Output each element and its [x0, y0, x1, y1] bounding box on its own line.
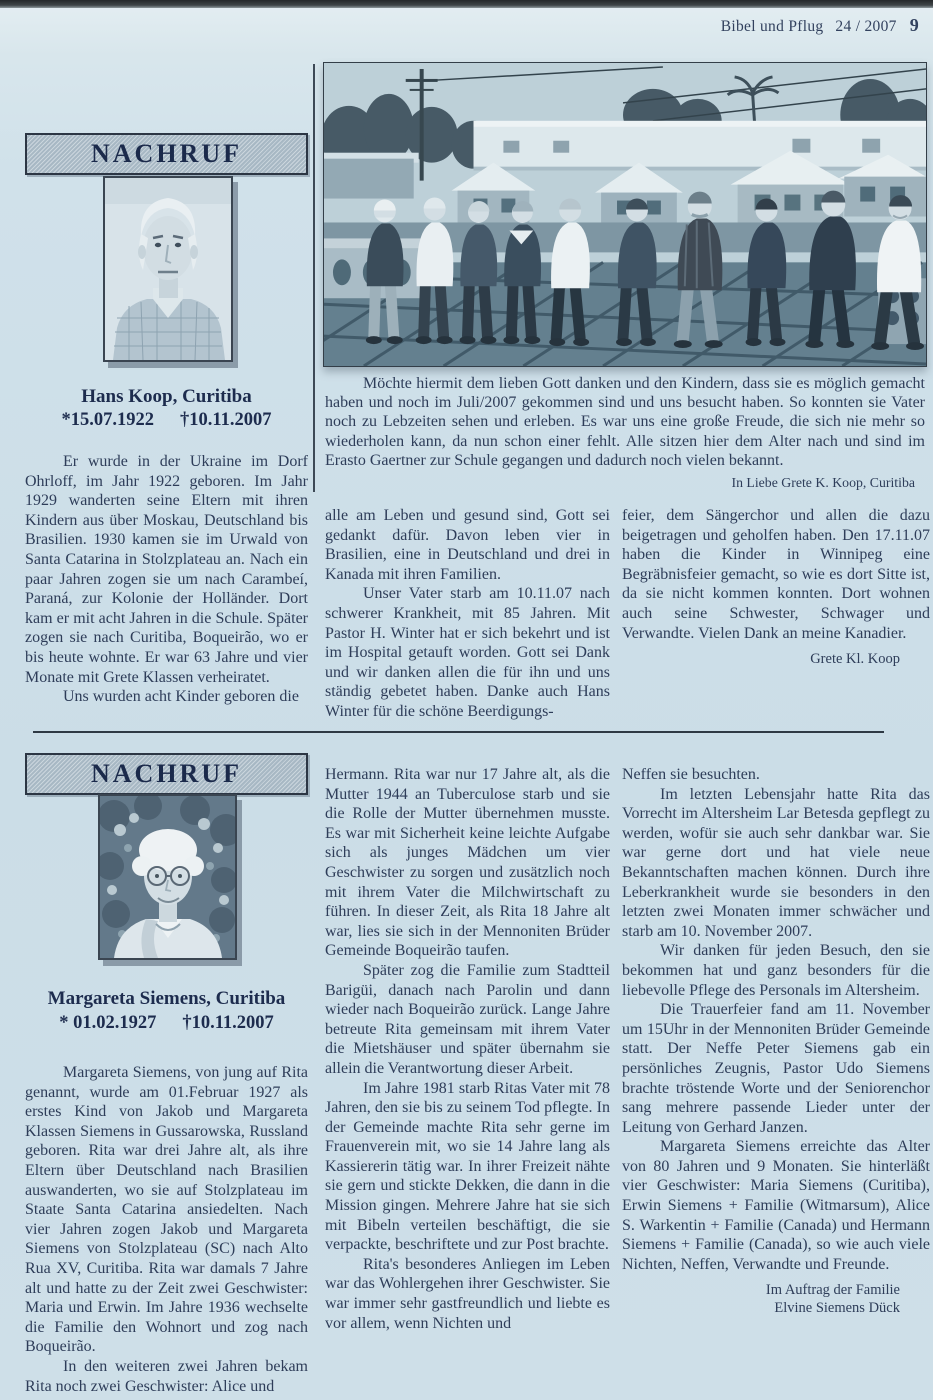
birth-date-1: *15.07.1922 — [61, 410, 154, 430]
body-paragraph: Im Jahre 1981 starb Ritas Vater mit 78 Jahren, den sie bis zu seinem Tod pflegte. In der Gemeinde machte Rita sehr gerne im Frauenverein mit, wo sie 14 Jahre lang als Kassiererin tätig war. In ihrer Freizeit nähte sie gern und stickte Dekken, die dann in die Mission gingen. Mehrere Jahre hat sie sich mit Bibeln verteilen beschäftigt, die sie verpackte, beschriftete und zur Post brachte. — [325, 1079, 610, 1254]
page-header — [721, 15, 919, 36]
life-dates-2 — [25, 1013, 308, 1034]
obituary1-column3 — [622, 506, 930, 668]
obituary2-column3 — [622, 765, 930, 1317]
birth-date-2: * 01.02.1927 — [59, 1013, 157, 1033]
death-date-1: †10.11.2007 — [180, 410, 272, 430]
portrait-photo-hans-koop — [103, 176, 233, 362]
obituary2-column1 — [25, 1063, 308, 1396]
body-paragraph: feier, dem Sängerchor und allen die dazu beigetragen und geholfen haben. Den 17.11.07 haben die Kinder in Winnipeg eine Begräbnisfeier gemacht, so wie es dort Sitte ist, da sie nicht kommen konnten. Dort wohnen auch seine Schwester, Schwager und Verwandte. Vielen Dank an meine Kanadier. — [622, 507, 930, 642]
nachruf-heading-box-1 — [25, 133, 308, 175]
body-paragraph: Er wurde in der Ukraine im Dorf Ohrloff, im Jahr 1922 geboren. Im Jahr 1929 wanderten seine Eltern mit ihren Kindern aus über Moskau, Deutschland bis Brasilien. 1930 kamen sie im Urwald von Santa Catarina in Stolzplateau an. Nach ein paar Jahren zogen sie um nach Carambeí, Paraná, zur Kolonie der Holländer. Dort kam er mit acht Jahren in die Schule. Später zogen sie nach Curitiba, Boqueirão, wo er bis heute wohnte. Er war 63 Jahre und vier Monate mit Grete Klassen verheiratet. — [25, 453, 308, 686]
body-paragraph: Uns wurden acht Kinder geboren die — [63, 688, 299, 706]
body-paragraph: Unser Vater starb am 10.11.07 nach schwerer Krankheit, mit 85 Jahren. Mit Pastor H. Winter hat er sich bekehrt und ist im Hospital getauft worden. Gott sei Dank und wir danken allen die für ihn und uns ständig gebetet haben. Danke auch Hans Winter für die schöne Beerdigungs- — [325, 585, 610, 720]
issue-number: 24 / 2007 — [835, 18, 897, 35]
body-paragraph: Rita's besonderes Anliegen im Leben war das Wohlergehen ihrer Geschwister. Sie war immer sehr gastfreundlich und liebte es vor allem, wenn Nichten und — [325, 1255, 610, 1332]
obituary1-column2 — [325, 506, 610, 722]
body-paragraph: Neffen sie besuchten. — [622, 766, 760, 783]
body-paragraph: Margareta Siemens erreichte das Alter von 80 Jahren und 9 Monaten. Sie hinterläßt vier Geschwister: Maria Siemens (Curitiba), Erwin Siemens + Familie (Witmarsum), Alice S. Warkentin + Familie (Canada) und Hermann Siemens + Familie (Canada), so wie auch viele Nichten, Neffen, Verwandte und Freunde. — [622, 1138, 930, 1273]
group-photo — [323, 62, 927, 367]
caption-signature: In Liebe Grete K. Koop, Curitiba — [731, 475, 915, 491]
body-paragraph: Später zog die Familie zum Stadtteil Barigüi, danach nach Parolin und dann wieder nach Boqueirão zurück. Lange Jahre betreute Rita gemeinsam mit ihrem Vater die Mietshäuser und später übernahm sie allein die Verantwortung dieser Arbeit. — [325, 961, 610, 1077]
page-number: 9 — [909, 15, 919, 35]
body-paragraph: Wir danken für jeden Besuch, den sie bekommen hat und ganz besonders für die liebevolle Pflege des Personals im Altersheim. — [622, 942, 930, 999]
nachruf-heading-box-2 — [25, 753, 308, 795]
signature-line-1: Im Auftrag der Familie — [765, 1282, 900, 1299]
body-paragraph: Hermann. Rita war nur 17 Jahre alt, als die Mutter 1944 an Tuberculose starb und sie die Rolle der Mutter übernehmen musste. Es war mit Sicherheit keine leichte Aufgabe sich als junges Mädchen um vier Geschwister zu sorgen und zusätzlich noch mit ihrem Vater die Milchwirtschaft zu führen. In dieser Zeit, als Rita 18 Jahre alt war, lies sie sich in der Mennoniten Brüder Gemeinde Boqueirão taufen. — [325, 766, 610, 960]
body-paragraph: In den weiteren zwei Jahren bekam Rita noch zwei Geschwister: Alice und — [25, 1357, 308, 1395]
column-separator-rule — [313, 64, 315, 492]
group-photo-illustration — [324, 63, 926, 366]
obituary2-signature — [622, 1281, 930, 1317]
deceased-name-2: Margareta Siemens, Curitiba — [47, 988, 286, 1009]
portrait-man-illustration — [105, 178, 231, 360]
obituary1-signature: Grete Kl. Koop — [810, 651, 900, 668]
scan-top-edge — [0, 0, 933, 8]
group-photo-caption — [325, 374, 925, 492]
portrait-photo-margareta-siemens — [98, 794, 237, 960]
section-divider-rule — [33, 731, 884, 733]
nachruf-label: NACHRUF — [91, 759, 242, 788]
obituary1-column1 — [25, 452, 308, 707]
portrait-woman-illustration — [100, 796, 235, 958]
nachruf-label: NACHRUF — [91, 139, 242, 168]
deceased-name-1: Hans Koop, Curitiba — [81, 386, 252, 407]
body-paragraph: Im letzten Lebensjahr hatte Rita das Vorrecht im Altersheim Lar Betesda gepflegt zu werden, wofür sie auch sehr dankbar war. Sie war gerne dort und hat viele neue Bekanntschaften machen können. Durch ihre Leberkrankheit wurde sie besonders in den letzten zwei Monaten immer schwächer und starb am 10. November 2007. — [622, 785, 930, 940]
body-paragraph: Die Trauerfeier fand am 11. November um 15Uhr in der Mennoniten Brüder Gemeinde statt. Der Neffe Peter Siemens gab ein persönliches Zeugnis, Pastor Udo Siemens brachte tröstende Worte und der Seniorenchor sang mehrere passende Lieder unter der Leitung von Gerhard Janzen. — [622, 1001, 930, 1136]
journal-title: Bibel und Pflug — [720, 18, 824, 35]
obituary2-column2 — [325, 765, 610, 1333]
death-date-2: †10.11.2007 — [182, 1013, 274, 1033]
signature-line-2: Elvine Siemens Dück — [774, 1300, 900, 1317]
body-paragraph: Margareta Siemens, von jung auf Rita genannt, wurde am 01.Februar 1927 als erstes Kind von Jakob und Margareta Klassen Siemens in Gussarowska, Russland geboren. Rita war drei Jahre alt, als ihre Eltern über Deutschland nach Brasilien auswanderten, wo sie auf Stolzplateau im Staate Santa Catarina ansiedelten. Nach vier Jahren zogen Jakob und Margareta Siemens von Stolzplateau (SC) nach Alto Rua XV, Curitiba. Rita war damals 7 Jahre alt und hatte zu der Zeit zwei Geschwister: Maria und Erwin. Im Jahre 1936 wechselte die Familie den Wohnort und zog nach Boqueirão. — [25, 1064, 308, 1356]
life-dates-1 — [25, 410, 308, 431]
body-paragraph: alle am Leben und gesund sind, Gott sei gedankt dafür. Davon leben vier in Brasilien, eine in Deutschland und drei in Kanada mit ihren Familien. — [325, 507, 610, 583]
caption-paragraph: Möchte hiermit dem lieben Gott danken und den Kindern, dass sie es möglich gemacht haben und noch im Juli/2007 gekommen sind und uns besucht haben. So konnten sie Vater noch zu Lebzeiten sehen und erleben. Es war uns eine große Freude, die sich nie mehr so wiederholen kann, da nun schon einer fehlt. Alle sitzen hier dem Alter nach und sind im Erasto Gaertner zur Schule gegangen und dadurch noch vielen bekannt. — [325, 375, 925, 469]
